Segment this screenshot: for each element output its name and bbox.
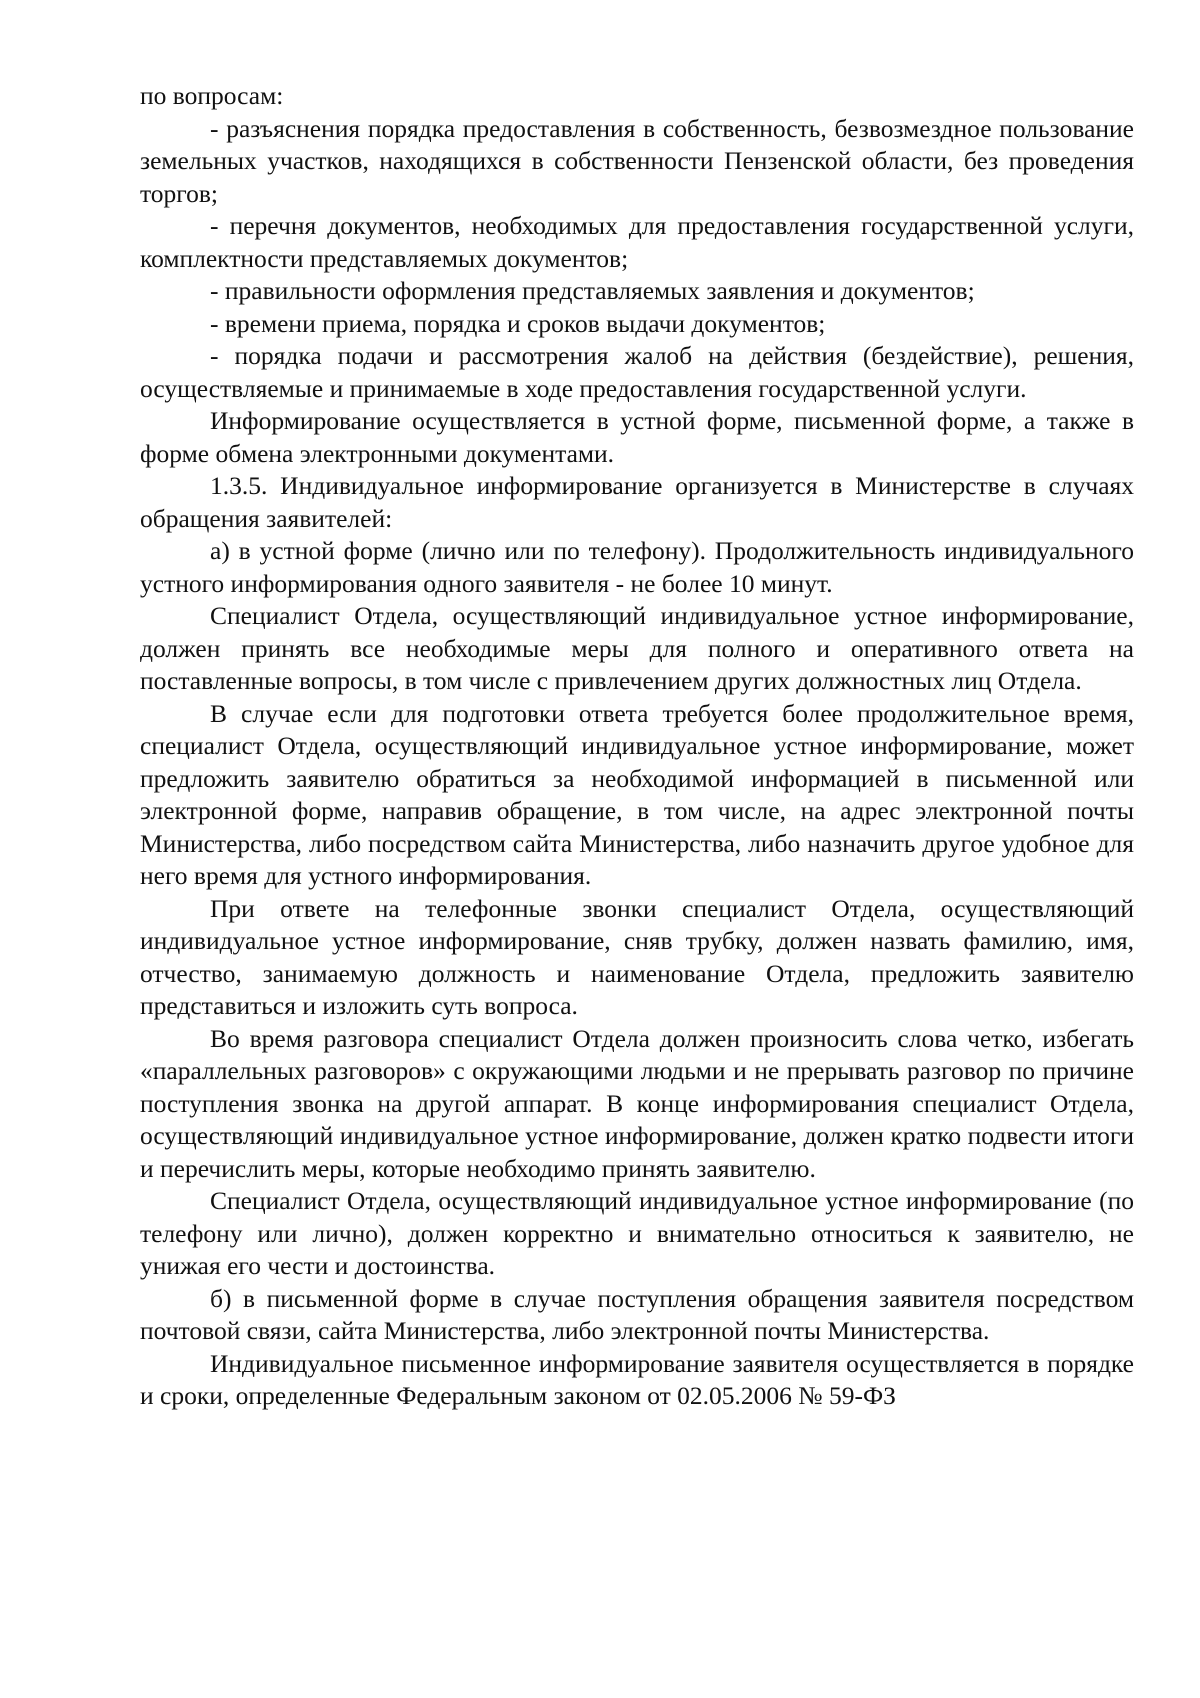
paragraph-informing-forms: Информирование осуществляется в устной форме, письменной форме, а также в форме обмена электронными документами. (140, 406, 1134, 468)
list-item-reception-time: - времени приема, порядка и сроков выдачи документов; (210, 308, 826, 338)
list-item-document-list: - перечня документов, необходимых для предоставления государственной услуги, комплектности представляемых документов; (140, 211, 1134, 273)
paragraph-continuation: по вопросам: (140, 81, 284, 110)
paragraph-longer-preparation: В случае если для подготовки ответа требуется более продолжительное время, специалист Отдела, осуществляющий индивидуальное устное информирование, может предложить заявителю обратиться за необходимой информацией в письменной или электронной форме, направив обращение, в том числе, на адрес электронной почты Министерства, либо посредством сайта Министерства, либо назначить другое удобное для него время для устного информирования. (140, 698, 1134, 890)
paragraph-phone-calls: При ответе на телефонные звонки специалист Отдела, осуществляющий индивидуальное устное информирование, сняв трубку, должен назвать фамилию, имя, отчество, занимаемую должность и наименование Отдела, предложить заявителю представиться и изложить суть вопроса. (140, 893, 1134, 1020)
list-item-correctness: - правильности оформления представляемых заявления и документов; (210, 276, 975, 305)
paragraph-conversation-rules: Во время разговора специалист Отдела должен произносить слова четко, избегать «параллельных разговоров» с окружающими людьми и не прерывать разговор по причине поступления звонка на другой аппарат. В конце информирования специалист Отдела, осуществляющий индивидуальное устное информирование, должен кратко подвести итоги и перечислить меры, которые необходимо принять заявителю. (140, 1023, 1134, 1183)
list-item-complaints: - порядка подачи и рассмотрения жалоб на действия (бездействие), решения, осуществляемые и принимаемые в ходе предоставления государственной услуги. (140, 341, 1134, 403)
paragraph-written-form: б) в письменной форме в случае поступления обращения заявителя посредством почтовой связи, сайта Министерства, либо электронной почты Министерства. (140, 1283, 1134, 1345)
section-1-3-5: 1.3.5. Индивидуальное информирование организуется в Министерстве в случаях обращения заявителей: (140, 471, 1134, 533)
paragraph-oral-form: а) в устной форме (лично или по телефону). Продолжительность индивидуального устного информирования одного заявителя - не более 10 минут. (140, 536, 1134, 598)
paragraph-specialist-measures: Специалист Отдела, осуществляющий индивидуальное устное информирование, должен принять все необходимые меры для полного и оперативного ответа на поставленные вопросы, в том числе с привлечением других должностных лиц Отдела. (140, 601, 1134, 695)
paragraph-courtesy: Специалист Отдела, осуществляющий индивидуальное устное информирование (по телефону или лично), должен корректно и внимательно относиться к заявителю, не унижая его чести и достоинства. (140, 1186, 1134, 1280)
list-item-clarification: - разъяснения порядка предоставления в собственность, безвозмездное пользование земельных участков, находящихся в собственности Пензенской области, без проведения торгов; (140, 113, 1134, 208)
paragraph-written-informing: Индивидуальное письменное информирование заявителя осуществляется в порядке и сроки, определенные Федеральным законом от 02.05.2006 № 59-ФЗ (140, 1348, 1134, 1410)
